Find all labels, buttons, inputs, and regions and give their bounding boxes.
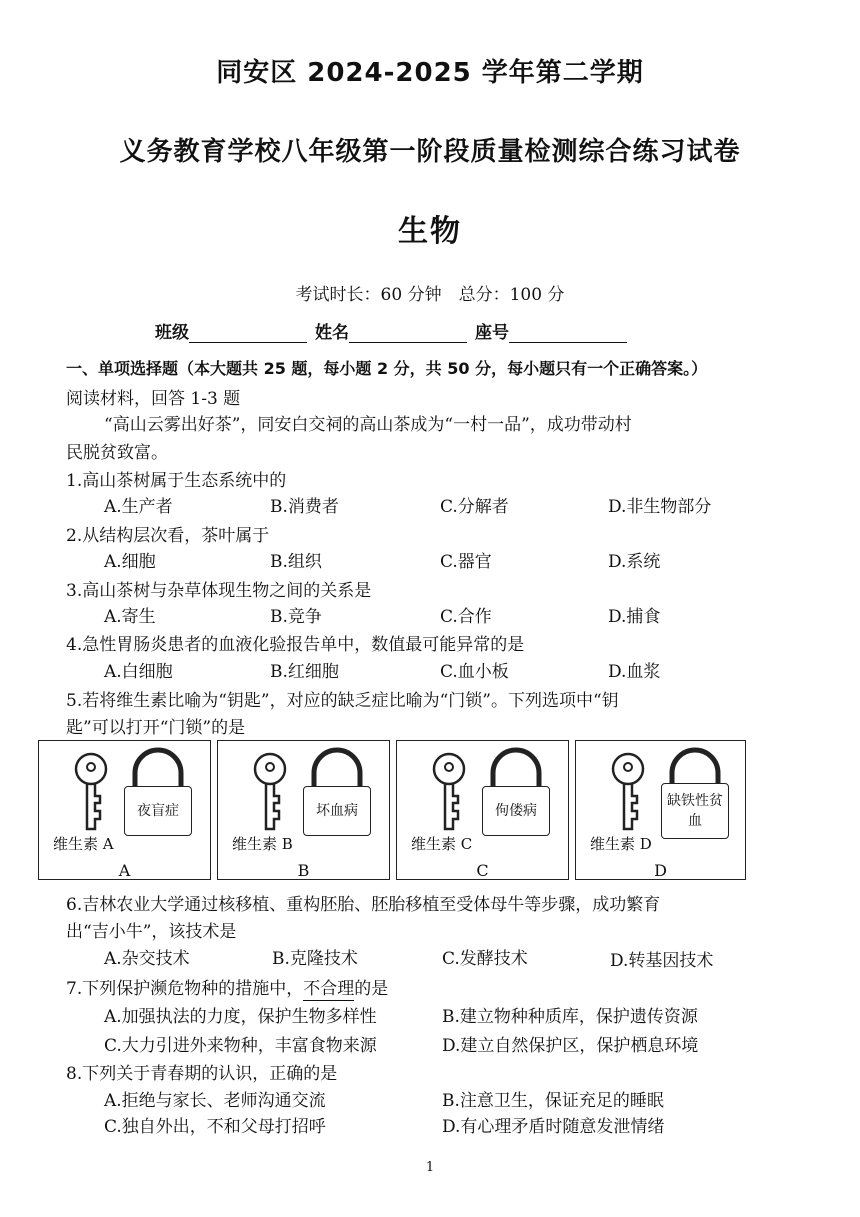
question-stem-cont: 匙”可以打开“门锁”的是: [66, 718, 246, 738]
figure-card-d[interactable]: [575, 740, 746, 880]
option-d[interactable]: D.建立自然保护区，保护栖息环境: [442, 1036, 699, 1056]
figure-card-a[interactable]: [38, 740, 211, 880]
option-a[interactable]: A.拒绝与家长、老师沟通交流: [104, 1091, 326, 1111]
exam-info: 考试时长：60 分钟 总分：100 分: [295, 285, 565, 305]
disease-lock: 缺铁性贫血: [661, 783, 729, 839]
option-b[interactable]: B.注意卫生，保证充足的睡眠: [442, 1091, 664, 1111]
emphasized-word: 不合理: [303, 979, 355, 999]
material-line2: 民脱贫致富。: [66, 443, 168, 463]
option-d[interactable]: D.血浆: [608, 662, 661, 682]
card-letter: A: [118, 861, 131, 880]
class-blank[interactable]: [189, 326, 307, 343]
page-number: 1: [425, 1160, 435, 1175]
question-stem: 5.若将维生素比喻为“钥匙”，对应的缺乏症比喻为“门锁”。下列选项中“钥: [66, 691, 619, 711]
question-stem: 6.吉林农业大学通过核移植、重构胚胎、胚胎移植至受体母牛等步骤，成功繁育: [66, 895, 661, 915]
option-c[interactable]: C.大力引进外来物种，丰富食物来源: [104, 1036, 377, 1056]
option-c[interactable]: C.分解者: [440, 497, 509, 517]
disease-lock: 夜盲症: [124, 786, 192, 836]
option-b[interactable]: B.红细胞: [270, 662, 339, 682]
exam-title-line2: 义务教育学校八年级第一阶段质量检测综合练习试卷: [119, 137, 741, 167]
card-letter: B: [297, 861, 310, 880]
disease-lock: 坏血病: [303, 786, 371, 836]
figure-card-c[interactable]: [396, 740, 569, 880]
option-a[interactable]: A.加强执法的力度，保护生物多样性: [104, 1007, 377, 1027]
question-stem: 8.下列关于青春期的认识，正确的是: [66, 1064, 338, 1084]
question-stem: [66, 974, 388, 999]
seat-blank[interactable]: [509, 326, 627, 343]
seat-label: 座号: [475, 323, 509, 343]
vitamin-label: 维生素 C: [411, 835, 473, 853]
option-c[interactable]: C.合作: [440, 607, 492, 627]
option-b[interactable]: B.组织: [270, 552, 322, 572]
option-b[interactable]: B.克隆技术: [272, 949, 358, 969]
option-b[interactable]: B.建立物种种质库，保护遗传资源: [442, 1007, 698, 1027]
option-d[interactable]: D.捕食: [608, 607, 661, 627]
vitamin-label: 维生素 D: [590, 835, 652, 853]
option-a[interactable]: A.寄生: [104, 607, 156, 627]
option-d[interactable]: D.转基因技术: [610, 951, 714, 971]
stem-text: 的是: [354, 979, 389, 999]
vitamin-label: 维生素 A: [53, 835, 114, 853]
option-b[interactable]: B.竞争: [270, 607, 322, 627]
question-stem: 3.高山茶树与杂草体现生物之间的关系是: [66, 581, 372, 601]
option-b[interactable]: B.消费者: [270, 497, 339, 517]
material-prompt: 阅读材料，回答 1-3 题: [66, 389, 241, 409]
option-c[interactable]: C.发酵技术: [442, 949, 528, 969]
option-c[interactable]: C.独自外出，不和父母打招呼: [104, 1117, 326, 1137]
disease-lock: 佝偻病: [482, 786, 550, 836]
stem-text: 7.下列保护濒危物种的措施中，: [66, 979, 304, 999]
exam-title-line1: 同安区 2024-2025 学年第二学期: [216, 58, 644, 88]
option-d[interactable]: D.有心理矛盾时随意发泄情绪: [442, 1117, 665, 1137]
section-heading: 一、单项选择题（本大题共 25 题，每小题 2 分，共 50 分，每小题只有一个正确答案。）: [66, 359, 708, 378]
subject-title: 生物: [398, 214, 462, 249]
material-line1: “高山云雾出好茶”，同安白交祠的高山茶成为“一村一品”，成功带动村: [104, 415, 632, 435]
option-d[interactable]: D.系统: [608, 552, 661, 572]
card-letter: C: [476, 861, 489, 880]
key-lock-figure-row: [38, 740, 746, 882]
name-blank[interactable]: [349, 326, 467, 343]
class-label: 班级: [155, 323, 189, 343]
question-stem-cont: 出“吉小牛”，该技术是: [66, 922, 237, 942]
option-a[interactable]: A.白细胞: [104, 662, 173, 682]
option-d[interactable]: D.非生物部分: [608, 497, 712, 517]
student-info-blanks: [155, 318, 635, 343]
figure-card-b[interactable]: [217, 740, 390, 880]
vitamin-label: 维生素 B: [232, 835, 293, 853]
question-stem: 4.急性胃肠炎患者的血液化验报告单中，数值最可能异常的是: [66, 635, 525, 655]
question-stem: 1.高山茶树属于生态系统中的: [66, 471, 287, 491]
option-a[interactable]: A.杂交技术: [104, 949, 190, 969]
question-stem: 2.从结构层次看，茶叶属于: [66, 526, 270, 546]
card-letter: D: [654, 861, 667, 880]
option-a[interactable]: A.生产者: [104, 497, 173, 517]
option-c[interactable]: C.器官: [440, 552, 492, 572]
option-a[interactable]: A.细胞: [104, 552, 156, 572]
name-label: 姓名: [315, 323, 349, 343]
option-c[interactable]: C.血小板: [440, 662, 509, 682]
